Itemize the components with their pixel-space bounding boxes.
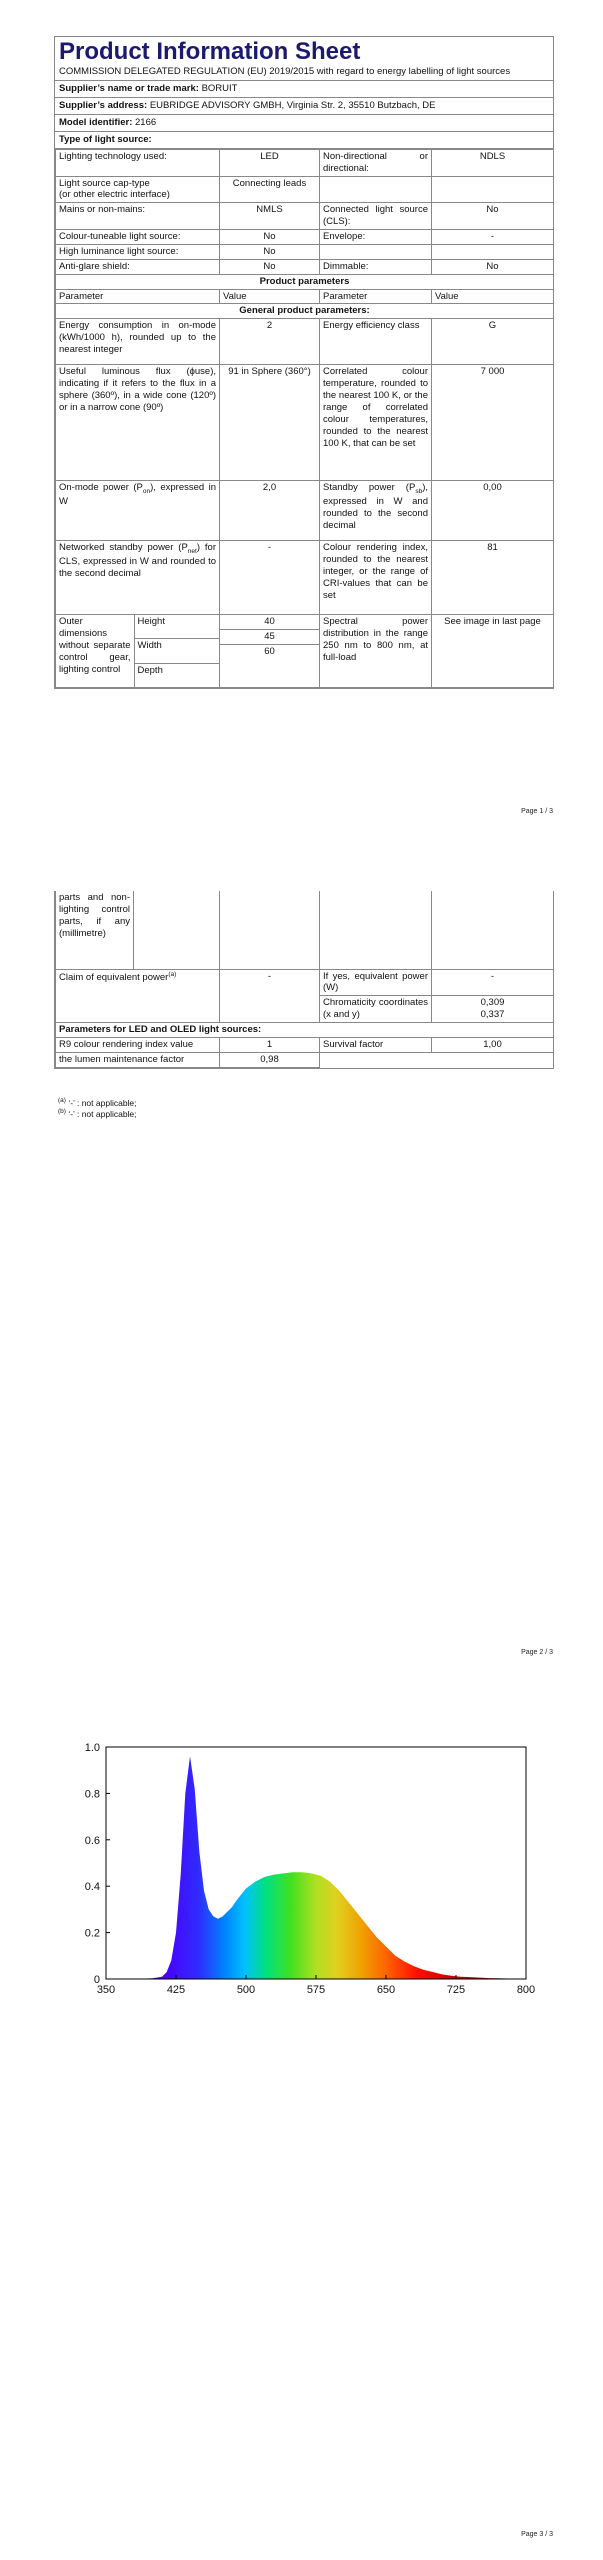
col-value: Value [432, 289, 554, 304]
on-mode-power-value: 2,0 [220, 481, 320, 541]
mains-value: NMLS [220, 203, 320, 230]
survival-label: Survival factor [320, 1037, 432, 1052]
claim-row [56, 969, 554, 996]
led-params-title: Parameters for LED and OLED light sources: [56, 1023, 554, 1038]
type-row-3 [56, 203, 554, 230]
type-row-2 [56, 176, 554, 203]
chromaticity-x: 0,309 [480, 997, 505, 1009]
footnote-a [56, 1097, 137, 1108]
footnote-a-mark: (a) [58, 1097, 66, 1104]
page-title: Product Information Sheet [59, 38, 361, 65]
dimensions-label-continued: parts and non-lighting control parts, if any (millimetre) [56, 891, 134, 969]
y-tick-label: 0.4 [84, 1881, 100, 1894]
lumen-row [56, 1052, 554, 1067]
footnote-b-mark: (b) [58, 1108, 66, 1116]
supplier-address-value: EUBRIDGE ADVISORY GMBH, Virginia Str. 2, 35510 Butzbach, DE [149, 100, 436, 112]
dimensions-row [56, 615, 554, 688]
claim-footnote-mark: (a) [168, 970, 177, 978]
type-row-1 [56, 149, 554, 176]
standby-power-label: Standby power $(P_{sb})$, expressed in W and rounded to the second decimal [320, 481, 432, 541]
luminous-flux-label: Useful luminous flux (ɸuse), indicating if it refers to the flux in a sphere (360º), in a wide cone (120º) or in a narrow cone (90º) [56, 365, 220, 481]
r9-label: R9 colour rendering index value [56, 1037, 220, 1052]
empty-cell [432, 891, 554, 969]
networked-standby-label: Networked standby power $(P_{net})$ for CLS, expressed in W and rounded to the second decimal [56, 541, 220, 615]
r9-value: 1 [220, 1037, 320, 1052]
cri-value: 81 [432, 541, 554, 615]
product-parameters-title: Product parameters [56, 274, 554, 289]
energy-class-value: G [432, 319, 554, 365]
column-header-row [56, 289, 554, 304]
product-info-frame [54, 36, 554, 689]
type-label-1: Lighting technology used: [56, 149, 220, 176]
depth-value: 60 [264, 646, 275, 658]
type-row [55, 132, 553, 149]
page-number: Page 2 / 3 [521, 1649, 553, 1656]
col-value: Value [220, 289, 320, 304]
parameters-table [55, 149, 554, 689]
supplier-address-label: Supplier’s address: [59, 100, 148, 112]
type-label: Type of light source: [59, 133, 152, 145]
luminous-flux-value: 91 in Sphere (360°) [220, 365, 320, 481]
spd-value: See image in last page [432, 615, 554, 688]
supplier-name-label: Supplier’s name or trade mark: [59, 83, 199, 95]
general-row-2 [56, 365, 554, 481]
energy-consumption-label: Energy consumption in on-mode (kWh/1000 h), rounded up to the nearest integer [56, 319, 220, 365]
envelope-label: Envelope: [320, 230, 432, 245]
height-label: Height [134, 615, 219, 639]
cap-type-text: Light source cap-type (or other electric interface) [59, 177, 170, 201]
dimensions-subtable [56, 615, 219, 687]
depth-label: Depth [137, 665, 163, 677]
high-luminance-label: High luminance light source: [56, 244, 220, 259]
y-tick-label: 0.6 [84, 1834, 100, 1847]
type-row-4 [56, 230, 554, 245]
anti-glare-label: Anti-glare shield: [56, 259, 220, 274]
r9-row [56, 1037, 554, 1052]
x-tick-label: 650 [376, 1984, 396, 1996]
col-parameter: Parameter [56, 289, 220, 304]
plot-area [85, 1742, 535, 1996]
anti-glare-value: No [220, 259, 320, 274]
model-value: 2166 [135, 117, 157, 129]
regulation-subtitle: COMMISSION DELEGATED REGULATION (EU) 2019/2015 with regard to energy labelling of light sources [55, 66, 553, 81]
survival-value: 1,00 [432, 1037, 554, 1052]
claim-value: - [220, 969, 320, 996]
parameters-table-continued [55, 891, 554, 1068]
x-tick-label: 350 [96, 1984, 116, 1996]
dimensions-values [220, 615, 320, 688]
networked-standby-value: - [220, 541, 320, 615]
dimmable-value: No [432, 259, 554, 274]
x-tick-label: 575 [306, 1984, 326, 1996]
col-parameter: Parameter [320, 289, 432, 304]
width-value: 45 [220, 630, 319, 645]
lumen-value: 0,98 [220, 1052, 320, 1067]
colour-tuneable-label: Colour-tuneable light source: [56, 230, 220, 245]
spectrum-area [106, 1756, 526, 1979]
cls-label: Connected light source (CLS): [320, 203, 432, 230]
general-parameters-title: General product parameters: [56, 304, 554, 319]
supplier-name-value: BORUIT [201, 83, 238, 95]
model-row [55, 115, 553, 132]
lumen-label: the lumen maintenance factor [56, 1052, 220, 1067]
continuation-frame [54, 891, 554, 1069]
y-tick-label: 0 [93, 1974, 100, 1986]
dimmable-label: Dimmable: [320, 259, 432, 274]
footnotes [56, 1097, 137, 1120]
energy-class-label: Energy efficiency class [320, 319, 432, 365]
mains-label: Mains or non-mains: [56, 203, 220, 230]
claim-label-text: Claim of equivalent power [59, 971, 169, 983]
general-parameters-header [56, 304, 554, 319]
height-value: 40 [220, 615, 319, 630]
empty-cell [220, 891, 320, 969]
chromaticity-value [432, 996, 554, 1023]
footnote-b-text: ‘-’ : not applicable; [68, 1109, 137, 1120]
general-row-4 [56, 541, 554, 615]
x-tick-label: 800 [516, 1984, 536, 1996]
page-2 [0, 823, 603, 1685]
type-row-5 [56, 244, 554, 259]
empty-cell [320, 891, 432, 969]
cls-value: No [432, 203, 554, 230]
y-tick-label: 1.0 [84, 1742, 100, 1754]
empty-cell [56, 996, 220, 1023]
width-label: Width [134, 639, 219, 664]
product-parameters-header [56, 274, 554, 289]
standby-power-value: 0,00 [432, 481, 554, 541]
page-3 [0, 1685, 603, 2560]
chromaticity-y: 0,337 [480, 1009, 505, 1021]
chromaticity-label: Chromaticity coordinates (x and y) [320, 996, 432, 1023]
high-luminance-value: No [220, 244, 320, 259]
colour-tuneable-value: No [220, 230, 320, 245]
page-1 [0, 0, 603, 823]
type-row-6 [56, 259, 554, 274]
on-mode-power-label: On-mode power $(P_{on})$, expressed in W [56, 481, 220, 541]
equivalent-power-label: If yes, equivalent power (W) [320, 969, 432, 996]
cct-value: 7 000 [432, 365, 554, 481]
supplier-name-row [55, 81, 553, 98]
equivalent-power-value: - [432, 969, 554, 996]
empty-cell [432, 1052, 554, 1067]
chromaticity-row [56, 996, 554, 1023]
type-value-1: LED [220, 149, 320, 176]
envelope-value: - [432, 230, 554, 245]
general-row-3 [56, 481, 554, 541]
model-label: Model identifier: [59, 117, 133, 129]
dimensions-cell [56, 615, 220, 688]
dimensions-label: Outer dimensions without separate control gear, lighting control [56, 615, 134, 687]
cap-type-label [56, 176, 220, 203]
x-tick-label: 425 [166, 1984, 186, 1996]
x-tick-label: 725 [446, 1984, 466, 1996]
empty-cell [134, 891, 220, 969]
spd-label: Spectral power distribution in the range 250 nm to 800 nm, at full-load [320, 615, 432, 688]
spectral-chart [60, 1735, 536, 2015]
y-tick-label: 0.8 [84, 1788, 100, 1801]
page-number: Page 1 / 3 [521, 808, 553, 815]
spectral-chart-svg [60, 1735, 536, 2015]
empty-cell [432, 244, 554, 259]
cri-label: Colour rendering index, rounded to the nearest integer, or the range of CRI-values that can be set [320, 541, 432, 615]
supplier-address-row [55, 98, 553, 115]
empty-cell [320, 176, 432, 203]
empty-cell [432, 176, 554, 203]
footnote-a-text: ‘-’ : not applicable; [68, 1097, 137, 1108]
cct-label: Correlated colour temperature, rounded to the nearest 100 K, or the range of correlated colour temperatures, rounded to the nearest 100 K, that can be set [320, 365, 432, 481]
footnote-b [56, 1108, 137, 1119]
empty-cell [320, 244, 432, 259]
type-value-2: NDLS [432, 149, 554, 176]
page-number: Page 3 / 3 [521, 2531, 553, 2538]
energy-consumption-value: 2 [220, 319, 320, 365]
dimensions-continued-row [56, 891, 554, 969]
empty-cell [320, 1052, 432, 1067]
x-tick-label: 500 [236, 1984, 256, 1996]
claim-label [56, 969, 220, 996]
cap-type-value: Connecting leads [220, 176, 320, 203]
type-label-2: Non-directional or directional: [320, 149, 432, 176]
led-params-header [56, 1023, 554, 1038]
general-row-1 [56, 319, 554, 365]
y-tick-label: 0.2 [84, 1927, 100, 1940]
empty-cell [220, 996, 320, 1023]
